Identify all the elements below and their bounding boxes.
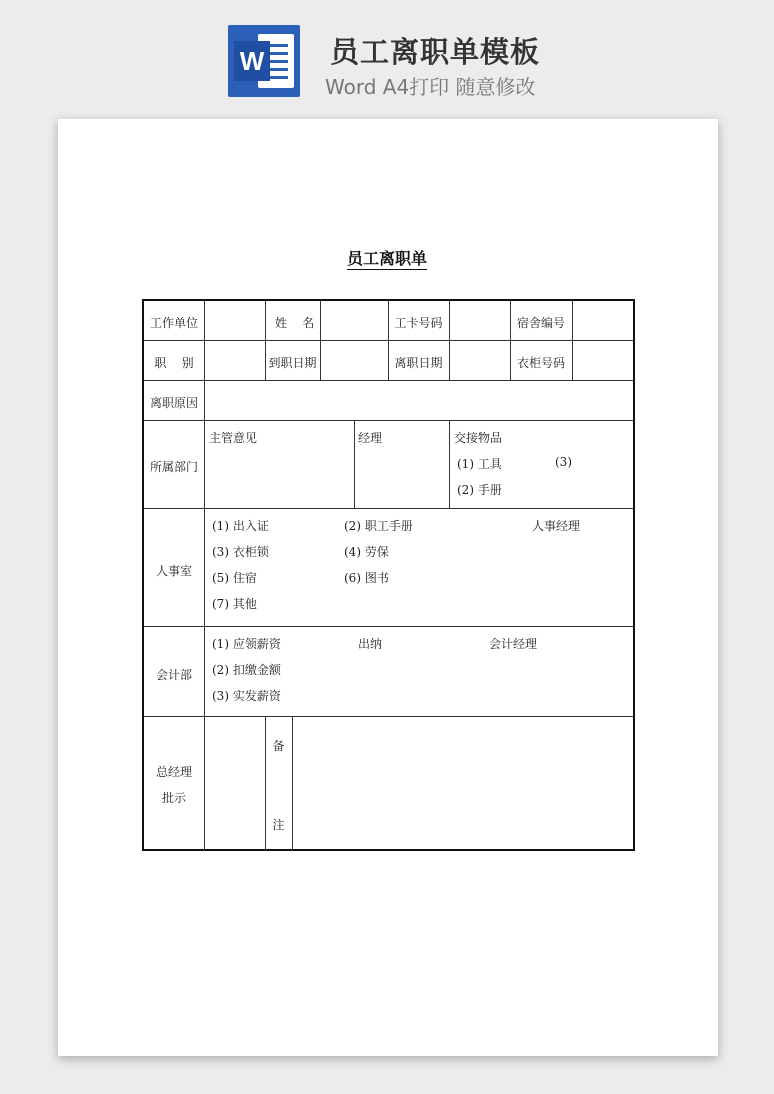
- resignation-form-table: [142, 299, 635, 851]
- handover-item-3: (3): [555, 455, 572, 469]
- gm-label-line1: 总经理: [155, 765, 192, 779]
- template-header: [0, 0, 774, 110]
- remark-label-1: 备: [272, 739, 285, 753]
- document-title: 员工离职单: [346, 249, 427, 268]
- join-date-label: 到职日期: [268, 356, 317, 370]
- acct-manager-label: 会计经理: [489, 637, 538, 651]
- acct-item-deduction: (2) 扣缴金额: [212, 663, 281, 677]
- handover-item-manual: (2) 手册: [457, 483, 502, 497]
- position-label: 职 别: [154, 356, 194, 370]
- dept-label: 所属部门: [149, 460, 198, 474]
- hr-item-pass: (1) 出入证: [212, 519, 269, 533]
- hr-item-housing: (5) 住宿: [212, 571, 257, 585]
- hr-item-locker-lock: (3) 衣柜锁: [212, 545, 269, 559]
- handover-item-tools: (1) 工具: [457, 457, 502, 471]
- hr-item-books: (6) 图书: [344, 571, 389, 585]
- acct-item-net-salary: (3) 实发薪资: [212, 689, 281, 703]
- supervisor-opinion-label: 主管意见: [209, 431, 258, 445]
- gm-label-line2: 批示: [161, 791, 186, 805]
- hr-item-protection: (4) 劳保: [344, 545, 389, 559]
- reason-label: 离职原因: [149, 396, 198, 410]
- badge-number-label: 工卡号码: [394, 316, 443, 330]
- work-unit-label: 工作单位: [149, 316, 198, 330]
- dorm-number-label: 宿舍编号: [516, 316, 565, 330]
- remark-label-2: 注: [272, 818, 285, 832]
- leave-date-label: 离职日期: [394, 356, 443, 370]
- hr-item-other: (7) 其他: [212, 597, 257, 611]
- template-title: 员工离职单模板: [330, 35, 541, 69]
- hr-label: 人事室: [155, 564, 192, 578]
- template-subtitle: Word A4打印 随意修改: [325, 75, 536, 99]
- document-page: [58, 119, 718, 1056]
- accounting-label: 会计部: [155, 668, 192, 682]
- hr-item-handbook: (2) 职工手册: [344, 519, 413, 533]
- manager-label: 经理: [358, 431, 383, 445]
- cashier-label: 出纳: [358, 637, 383, 651]
- hr-manager-label: 人事经理: [532, 519, 581, 533]
- locker-number-label: 衣柜号码: [516, 356, 565, 370]
- acct-item-salary-due: (1) 应领薪资: [212, 637, 281, 651]
- word-letter: W: [234, 41, 270, 81]
- handover-items-label: 交接物品: [454, 431, 503, 445]
- name-label: 姓 名: [275, 316, 315, 330]
- word-app-icon: [228, 25, 300, 97]
